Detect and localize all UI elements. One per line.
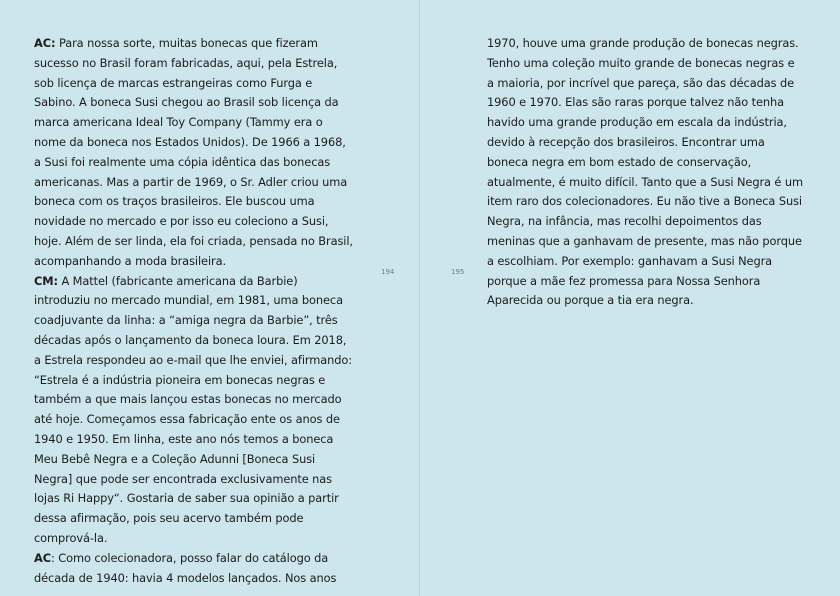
paragraph-text: A Mattel (fabricante americana da Barbie) introduziu no mercado mundial, em 1981, uma boneca coadjuvante da linha: a “amiga negra da Barbie”, três décadas após o lançamento da boneca loura. Em 2018, a Estrela respondeu ao e-mail que lhe enviei, afirmando: “Estrela é a indústria pioneira em bonecas negras e também a que mais lançou estas bonecas no mercado até hoje. Começamos essa fabricação ente os anos de 1940 e 1950. Em linha, este ano nós temos a boneca Meu Bebê Negra e a Coleção Adunni [Boneca Susi Negra] que pode ser encontrada exclusivamente nas lojas Ri Happy“. Gostaria de saber sua opinião a partir dessa afirmação, pois seu acervo também pode comprová-la. <box>34 273 352 545</box>
paragraph-ac-2 <box>34 549 354 589</box>
speaker-label: AC: <box>34 36 56 50</box>
speaker-label: CM: <box>34 273 58 288</box>
paragraph-text: : Como colecionadora, posso falar do catálogo da década de 1940: havia 4 modelos lançados. Nos anos <box>34 550 337 585</box>
paragraph-ac-1 <box>34 34 354 272</box>
page-number-left: 194 <box>381 268 395 276</box>
speaker-label: AC <box>34 550 51 565</box>
paragraph-text: Para nossa sorte, muitas bonecas que fizeram sucesso no Brasil foram fabricadas, aqui, pela Estrela, sob licença de marcas estrangeiras como Furga e Sabino. A boneca Susi chegou ao Brasil sob licença da marca americana Ideal Toy Company (Tammy era o nome da boneca nos Estados Unidos). De 1966 a 1968, a Susi foi realmente uma cópia idêntica das bonecas americanas. Mas a partir de 1969, o Sr. Adler criou uma boneca com os traços brasileiros. Ele buscou uma novidade no mercado e por isso eu coleciono a Susi, hoje. Além de ser linda, ela foi criada, pensada no Brasil, acompanhando a moda brasileira. <box>34 36 353 268</box>
page-number-right: 195 <box>451 268 465 276</box>
paragraph-cm <box>34 272 354 549</box>
page-gutter <box>419 0 420 596</box>
paragraph-continued: 1970, houve uma grande produção de bonecas negras. Tenho uma coleção muito grande de bonecas negras e a maioria, por incrível que pareça, são das décadas de 1960 e 1970. Elas são raras porque talvez não tenha havido uma grande produção em escala da indústria, devido à recepção dos brasileiros. Encontrar uma boneca negra em bom estado de conservação, atualmente, é muito difícil. Tanto que a Susi Negra é um item raro dos colecionadores. Eu não tive a Boneca Susi Negra, na infância, mas recolhi depoimentos das meninas que a ganhavam de presente, mas não porque a escolhiam. Por exemplo: ganhavam a Susi Negra porque a mãe fez promessa para Nossa Senhora Aparecida ou porque a tia era negra. <box>487 36 803 308</box>
left-page-body <box>34 34 354 588</box>
right-page-body <box>487 34 803 311</box>
